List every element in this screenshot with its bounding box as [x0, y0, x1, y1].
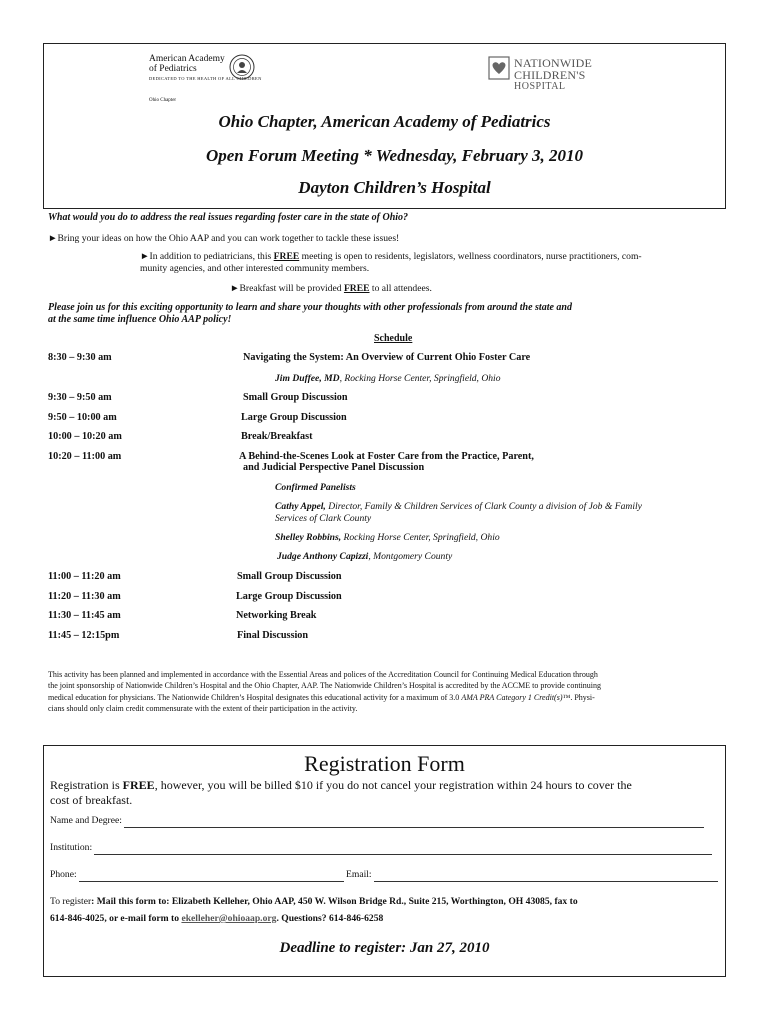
panelist-org: Director, Family & Children Services of Clark County a division of Job & Family — [325, 501, 642, 512]
schedule-event-line2: and Judicial Perspective Panel Discussion — [243, 462, 425, 473]
intro-bullet-audience — [140, 251, 642, 262]
accreditation-line: cians should only claim credit commensurate with the extent of their participation in the activity. — [48, 703, 358, 713]
bullet-text: ►Breakfast will be provided — [230, 283, 344, 294]
schedule-time: 11:00 – 11:20 am — [48, 571, 121, 582]
registration-info-line2: cost of breakfast. — [50, 793, 133, 807]
credit-name: AMA PRA Category 1 Credit(s) — [461, 692, 563, 702]
registration-title: Registration Form — [304, 751, 465, 776]
mail-text: To register — [50, 896, 92, 907]
mail-instructions-line2 — [50, 913, 383, 924]
schedule-time: 11:45 – 12:15pm — [48, 630, 120, 641]
page-title: Ohio Chapter, American Academy of Pediatrics — [218, 112, 551, 131]
email-row — [346, 869, 718, 882]
email-field[interactable] — [374, 869, 718, 882]
aap-logo — [149, 54, 319, 110]
schedule-time: 10:00 – 10:20 am — [48, 431, 122, 442]
nch-logo — [488, 56, 638, 96]
panelist-name: Shelley Robbins, — [275, 532, 342, 543]
institution-field[interactable] — [94, 842, 712, 855]
header-box — [43, 43, 726, 209]
free-emphasis: FREE — [273, 251, 300, 262]
schedule-time: 8:30 – 9:30 am — [48, 352, 112, 363]
aap-seal-icon — [229, 54, 255, 80]
intro-bullet-audience-line2: munity agencies, and other interested community members. — [140, 263, 370, 274]
bullet-text: ►In addition to pediatricians, this — [140, 251, 274, 262]
panelist-cathy-appel — [275, 501, 642, 512]
registration-form — [43, 745, 726, 977]
schedule-event: Networking Break — [236, 610, 317, 621]
panelist-org: , Montgomery County — [368, 551, 453, 562]
nch-logo-line2: CHILDREN'S — [514, 68, 586, 82]
deadline: Deadline to register: Jan 27, 2010 — [279, 940, 490, 956]
schedule-time: 9:30 – 9:50 am — [48, 392, 112, 403]
invite-line2: at the same time influence Ohio AAP policy! — [48, 314, 232, 325]
mail-instructions — [50, 896, 722, 907]
intro-question: What would you do to address the real issues regarding foster care in the state of Ohio? — [48, 212, 409, 223]
meeting-info: Open Forum Meeting * Wednesday, February 3, 2010 — [205, 146, 583, 165]
accreditation-text: medical education for physicians. The Nationwide Children’s Hospital designates this educational activity for a maximum of 3.0 — [48, 692, 462, 702]
accreditation-line: This activity has been planned and implemented in accordance with the Essential Areas and polices of the Accreditation Council for Continuing Medical Education through — [48, 670, 598, 679]
schedule-heading: Schedule — [374, 333, 413, 344]
info-text: , however, you will be billed $10 if you do not cancel your registration within 24 hours to cover the — [154, 778, 632, 792]
nch-logo-line1: NATIONWIDE — [514, 56, 592, 70]
panelist-name: Judge Anthony Capizzi — [277, 551, 369, 562]
email-link[interactable]: ekelleher@ohioaap.org — [181, 913, 277, 924]
bullet-text: to all attendees. — [369, 283, 432, 294]
aap-logo-tagline: DEDICATED TO THE HEALTH OF ALL CHILDREN — [149, 76, 262, 81]
panelist-org: Rocking Horse Center, Springfield, Ohio — [341, 532, 500, 543]
schedule-time: 11:20 – 11:30 am — [48, 591, 121, 602]
phone-row — [50, 869, 344, 882]
accreditation-line: the joint sponsorship of Nationwide Children’s Hospital and the Ohio Chapter, AAP. The Nationwide Children’s Hospital is accredited by the ACCME to provide continuing — [48, 681, 602, 691]
schedule-time: 9:50 – 10:00 am — [48, 412, 117, 423]
schedule-time: 11:30 – 11:45 am — [48, 610, 121, 621]
questions-text: . Questions? 614-846-6258 — [276, 913, 384, 924]
free-emphasis: FREE — [122, 778, 155, 792]
institution-label: Institution: — [50, 842, 93, 853]
speaker-name: Jim Duffee, MD — [275, 373, 340, 384]
schedule-event: Small Group Discussion — [237, 571, 342, 582]
schedule-event: Navigating the System: An Overview of Current Ohio Foster Care — [243, 352, 531, 363]
registration-info — [50, 778, 720, 793]
intro-bullet-breakfast — [230, 283, 432, 294]
fax-text: 614-846-4025, or e-mail form to — [50, 913, 182, 924]
panelist-name: Cathy Appel, — [275, 501, 326, 512]
host-hospital: Dayton Children’s Hospital — [298, 178, 491, 197]
name-degree-row — [50, 815, 704, 828]
heart-icon — [488, 56, 510, 80]
accreditation-statement — [48, 669, 728, 714]
invite-line1: Please join us for this exciting opportunity to learn and share your thoughts with other professionals from around the state and — [48, 302, 572, 313]
schedule-event: Small Group Discussion — [243, 392, 348, 403]
name-degree-field[interactable] — [124, 815, 704, 828]
nch-logo-line3: HOSPITAL — [514, 81, 566, 92]
schedule-event: Large Group Discussion — [241, 412, 347, 423]
name-degree-label: Name and Degree: — [50, 815, 122, 826]
panelist-shelley-robbins — [275, 532, 500, 543]
speaker-org: , Rocking Horse Center, Springfield, Ohio — [339, 373, 501, 384]
bullet-text: meeting is open to residents, legislators, wellness coordinators, nurse practitioners, com- — [299, 251, 642, 262]
schedule-event: Break/Breakfast — [241, 431, 313, 442]
free-emphasis: FREE — [343, 283, 370, 294]
accreditation-line — [48, 692, 728, 703]
info-text: Registration is — [50, 778, 123, 792]
phone-field[interactable] — [79, 869, 344, 882]
schedule-time: 10:20 – 11:00 am — [48, 451, 122, 462]
institution-row — [50, 842, 712, 855]
mail-address: : Mail this form to: Elizabeth Kelleher, Ohio AAP, 450 W. Wilson Bridge Rd., Suite 215, Worthington, OH 43085, fax to — [91, 896, 578, 907]
panelist-cathy-appel-line2: Services of Clark County — [275, 513, 372, 524]
schedule-event: Final Discussion — [237, 630, 309, 641]
aap-logo-chapter: Ohio Chapter — [149, 98, 177, 103]
email-label: Email: — [346, 869, 372, 880]
intro-bullet-ideas: ►Bring your ideas on how the Ohio AAP and you can work together to tackle these issues! — [48, 233, 400, 244]
panelist-anthony-capizzi — [277, 551, 452, 562]
speaker-jim-duffee — [275, 373, 501, 384]
phone-label: Phone: — [50, 869, 77, 880]
schedule-event: A Behind-the-Scenes Look at Foster Care from the Practice, Parent, — [239, 451, 534, 462]
aap-logo-line2: of Pediatrics — [149, 64, 197, 74]
aap-logo-line1: American Academy — [149, 54, 225, 64]
panelists-heading: Confirmed Panelists — [275, 482, 356, 493]
schedule-event: Large Group Discussion — [236, 591, 342, 602]
accreditation-text: ™. Physi- — [562, 692, 595, 702]
